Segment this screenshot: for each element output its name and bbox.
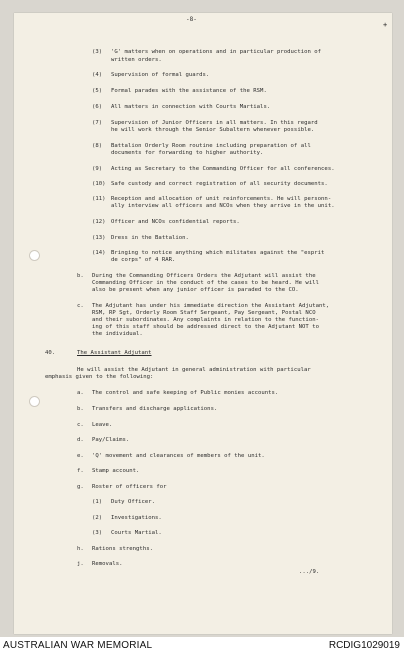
item-text-line: Officer and NCOs confidential reports. (111, 219, 240, 225)
paragraph-c-line: and their subordinates. Any complaints in relation to the function- (92, 317, 319, 323)
item-text-line: de corps" of 4 RAR. (111, 257, 176, 263)
archive-footer (0, 637, 404, 654)
list-item-text: 'Q' movement and clearances of members of the unit. (92, 453, 265, 459)
paragraph-letter-b: b. (77, 273, 84, 279)
list-item-letter: f. (77, 468, 84, 474)
section-heading: The Assistant Adjutant (77, 350, 152, 356)
item-text-line: Battalion Orderly Room routine including preparation of all (111, 143, 311, 149)
paragraph-letter-c: c. (77, 303, 84, 309)
sub-item-number: (3) (92, 530, 103, 536)
paragraph-b-line: During the Commanding Officers Orders the Adjutant will assist the (92, 273, 316, 279)
list-item-letter: b. (77, 406, 84, 412)
punch-hole-lower (29, 396, 40, 407)
list-item-text: Leave. (92, 422, 113, 428)
section-number: 40. (45, 350, 56, 356)
archive-name: AUSTRALIAN WAR MEMORIAL (3, 640, 153, 651)
item-text-line: documents for forwarding to higher authority. (111, 150, 264, 156)
item-number: (13) (92, 235, 106, 241)
sub-item-number: (2) (92, 515, 103, 521)
section-intro-line: He will assist the Adjutant in general administration with particular (77, 367, 311, 373)
item-text-line: Dress in the Battalion. (111, 235, 189, 241)
list-item-text: Stamp account. (92, 468, 140, 474)
list-item-letter: a. (77, 390, 84, 396)
item-text-line: ally interview all officers and NCOs when they arrive in the unit. (111, 203, 335, 209)
list-item-text: Roster of officers for (92, 484, 167, 490)
item-text-line: he will work through the Senior Subaltern whenever possible. (111, 127, 315, 133)
sub-item-text: Investigations. (111, 515, 162, 521)
paragraph-c-line: ing of this staff should be addressed direct to the Adjutant NOT to (92, 324, 319, 330)
item-text-line: written orders. (111, 57, 162, 63)
item-number: (8) (92, 143, 103, 149)
list-item-letter: d. (77, 437, 84, 443)
list-item-letter: g. (77, 484, 84, 490)
item-text-line: Bringing to notice anything which militates against the "esprit (111, 250, 325, 256)
item-number: (7) (92, 120, 103, 126)
item-text-line: Supervision of formal guards. (111, 72, 210, 78)
item-text-line: 'G' matters when on operations and in particular production of (111, 49, 322, 55)
item-text-line: All matters in connection with Courts Martials. (111, 104, 271, 110)
item-number: (6) (92, 104, 103, 110)
item-number: (3) (92, 49, 103, 55)
item-text-line: Supervision of Junior Officers in all matters. In this regard (111, 120, 318, 126)
item-number: (10) (92, 181, 106, 187)
item-number: (12) (92, 219, 106, 225)
item-number: (5) (92, 88, 103, 94)
sub-item-number: (1) (92, 499, 103, 505)
list-item-letter: j. (77, 561, 84, 567)
list-item-text: The control and safe keeping of Public monies accounts. (92, 390, 279, 396)
corner-mark: + (383, 21, 388, 29)
sub-item-text: Duty Officer. (111, 499, 156, 505)
section-intro-line: emphasis given to the following: (45, 374, 154, 380)
list-item-text: Transfers and discharge applications. (92, 406, 218, 412)
list-item-letter: h. (77, 546, 84, 552)
paragraph-b-line: Commanding Officer in the conduct of the cases to be heard. He will (92, 280, 319, 286)
archive-reference: RCDIG1029019 (328, 640, 400, 651)
item-number: (14) (92, 250, 106, 256)
list-item-text: Removals. (92, 561, 123, 567)
item-text-line: Acting as Secretary to the Commanding Officer for all conferences. (111, 166, 335, 172)
list-item-text: Rations strengths. (92, 546, 153, 552)
paragraph-c-line: RSM, RP Sgt, Orderly Room Staff Sergeant, Pay Sergeant, Postal NCO (92, 310, 316, 316)
punch-hole-upper (29, 250, 40, 261)
paragraph-c-line: The Adjutant has under his immediate direction the Assistant Adjutant, (92, 303, 330, 309)
paragraph-b-line: also be present when any junior officer is paraded to the CO. (92, 287, 299, 293)
list-item-letter: e. (77, 453, 84, 459)
item-number: (9) (92, 166, 103, 172)
list-item-letter: c. (77, 422, 84, 428)
item-number: (4) (92, 72, 103, 78)
item-text-line: Reception and allocation of unit reinforcements. He will personn- (111, 196, 332, 202)
list-item-text: Pay/Claims. (92, 437, 130, 443)
sub-item-text: Courts Martial. (111, 530, 162, 536)
item-text-line: Formal parades with the assistance of the RSM. (111, 88, 267, 94)
page-number-mark: -8- (186, 16, 197, 23)
continuation-marker: .../9. (299, 569, 320, 575)
item-text-line: Safe custody and correct registration of all security documents. (111, 181, 328, 187)
paragraph-c-line: the individual. (92, 331, 143, 337)
item-number: (11) (92, 196, 106, 202)
